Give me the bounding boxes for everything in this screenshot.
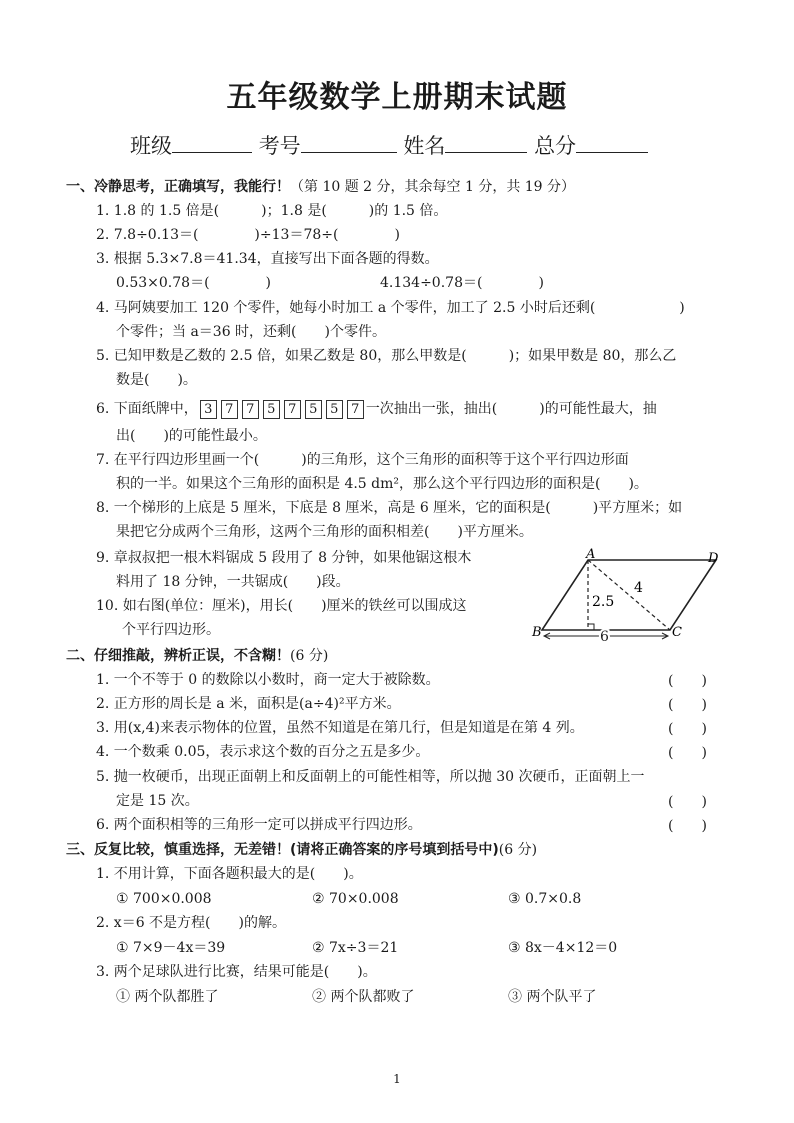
card: 7 bbox=[242, 400, 259, 419]
parallelogram-outline bbox=[542, 560, 716, 630]
total-label: 总分 bbox=[534, 134, 577, 158]
question-2-3: 3. 用(x,4)来表示物体的位置，虽然不知道是在第几行，但是知道是在第 4 列。 bbox=[96, 720, 584, 736]
name-field[interactable] bbox=[445, 132, 527, 153]
question-1-4: 4. 马阿姨要加工 120 个零件，她每小时加工 a 个零件，加工了 2.5 小时后还剩( ) bbox=[96, 300, 685, 316]
option-3-1-2[interactable]: ② 70×0.008 bbox=[312, 891, 399, 907]
vertex-label-a: A bbox=[586, 548, 596, 562]
total-field[interactable] bbox=[576, 132, 648, 153]
vertex-label-b: B bbox=[532, 625, 542, 640]
section-2-header: 二、仔细推敲，辨析正误，不含糊！(6 分) bbox=[66, 648, 329, 664]
student-info bbox=[130, 130, 648, 160]
card: 7 bbox=[221, 400, 238, 419]
question-3-1: 1. 不用计算，下面各题积最大的是( )。 bbox=[96, 866, 363, 882]
answer-paren[interactable]: ( ) bbox=[668, 721, 707, 737]
question-1-10-cont: 个平行四边形。 bbox=[122, 622, 220, 638]
answer-paren[interactable]: ( ) bbox=[668, 745, 707, 761]
section-3-header: 三、反复比较，慎重选择，无差错！(请将正确答案的序号填到括号中)(6 分) bbox=[66, 842, 538, 858]
question-1-1: 1. 1.8 的 1.5 倍是( )；1.8 是( )的 1.5 倍。 bbox=[96, 203, 448, 219]
parallelogram-figure bbox=[530, 548, 730, 644]
question-3-2: 2. x＝6 不是方程( )的解。 bbox=[96, 915, 286, 931]
answer-paren[interactable]: ( ) bbox=[668, 818, 707, 834]
question-1-5-cont: 数是( )。 bbox=[116, 372, 197, 388]
question-1-4-cont: 个零件；当 a＝36 时，还剩( )个零件。 bbox=[116, 324, 386, 340]
question-2-6: 6. 两个面积相等的三角形一定可以拼成平行四边形。 bbox=[96, 817, 422, 833]
option-3-1-3[interactable]: ③ 0.7×0.8 bbox=[508, 891, 582, 907]
right-angle-mark bbox=[588, 624, 594, 630]
option-3-2-3[interactable]: ③ 8x－4×12＝0 bbox=[508, 940, 618, 956]
answer-paren[interactable]: ( ) bbox=[668, 794, 707, 810]
exam-no-field[interactable] bbox=[301, 132, 397, 153]
question-2-1: 1. 一个不等于 0 的数除以小数时，商一定大于被除数。 bbox=[96, 672, 440, 688]
option-3-3-1[interactable]: ① 两个队都胜了 bbox=[116, 989, 219, 1005]
question-2-4: 4. 一个数乘 0.05，表示求这个数的百分之五是多少。 bbox=[96, 744, 430, 760]
question-1-10: 10. 如右图(单位：厘米)，用长( )厘米的铁丝可以围成这 bbox=[96, 598, 467, 614]
card-row bbox=[198, 401, 366, 417]
page-title: 五年级数学上册期末试题 bbox=[226, 80, 568, 115]
option-3-2-1[interactable]: ① 7×9－4x＝39 bbox=[116, 940, 226, 956]
question-1-9-cont: 料用了 18 分钟，一共锯成( )段。 bbox=[116, 574, 350, 590]
card: 5 bbox=[326, 400, 343, 419]
option-3-1-1[interactable]: ① 700×0.008 bbox=[116, 891, 212, 907]
answer-paren[interactable]: ( ) bbox=[668, 673, 707, 689]
vertex-label-d: D bbox=[708, 551, 719, 566]
card: 3 bbox=[200, 400, 217, 419]
question-2-5: 5. 抛一枚硬币，出现正面朝上和反面朝上的可能性相等，所以抛 30 次硬币，正面朝上一 bbox=[96, 769, 645, 785]
exam-no-label: 考号 bbox=[258, 134, 301, 158]
question-1-8: 8. 一个梯形的上底是 5 厘米，下底是 8 厘米，高是 6 厘米，它的面积是( )平方厘米；如 bbox=[96, 500, 683, 516]
question-1-7: 7. 在平行四边形里画一个( )的三角形，这个三角形的面积等于这个平行四边形面 bbox=[96, 452, 629, 468]
card: 5 bbox=[305, 400, 322, 419]
option-3-2-2[interactable]: ② 7x÷3＝21 bbox=[312, 940, 399, 956]
question-2-5-cont: 定是 15 次。 bbox=[116, 793, 199, 809]
question-1-2: 2. 7.8÷0.13＝( )÷13＝78÷( ) bbox=[96, 227, 400, 243]
question-1-6: 6. 下面纸牌中， 3 7 7 5 7 5 5 7 一次抽出一张，抽出( )的可能性最大，抽 bbox=[96, 401, 657, 417]
height-label: 2.5 bbox=[592, 594, 615, 610]
option-3-3-3[interactable]: ③ 两个队平了 bbox=[508, 989, 597, 1005]
class-label: 班级 bbox=[130, 134, 172, 158]
question-1-3a: 0.53×0.78＝( ) bbox=[116, 275, 271, 291]
question-2-2: 2. 正方形的周长是 a 米，面积是(a÷4)²平方米。 bbox=[96, 696, 401, 712]
diagonal-label: 4 bbox=[634, 580, 643, 596]
vertex-label-c: C bbox=[672, 625, 682, 640]
base-label: 6 bbox=[600, 629, 609, 644]
question-1-5: 5. 已知甲数是乙数的 2.5 倍，如果乙数是 80，那么甲数是( )；如果甲数是 80，那么乙 bbox=[96, 348, 677, 364]
question-1-9: 9. 章叔叔把一根木料锯成 5 段用了 8 分钟，如果他锯这根木 bbox=[96, 550, 472, 566]
card: 5 bbox=[263, 400, 280, 419]
card: 7 bbox=[347, 400, 364, 419]
name-label: 姓名 bbox=[403, 134, 446, 158]
question-1-3b: 4.134÷0.78＝( ) bbox=[380, 275, 544, 291]
question-1-8-cont: 果把它分成两个三角形，这两个三角形的面积相差( )平方厘米。 bbox=[116, 524, 533, 540]
class-field[interactable] bbox=[172, 132, 252, 153]
section-1-header: 一、冷静思考，正确填写，我能行！（第 10 题 2 分，其余每空 1 分，共 19 分） bbox=[66, 179, 576, 195]
option-3-3-2[interactable]: ② 两个队都败了 bbox=[312, 989, 415, 1005]
card: 7 bbox=[284, 400, 301, 419]
question-1-7-cont: 积的一半。如果这个三角形的面积是 4.5 dm²，那么这个平行四边形的面积是( )。 bbox=[116, 476, 648, 492]
question-3-3: 3. 两个足球队进行比赛，结果可能是( )。 bbox=[96, 964, 377, 980]
answer-paren[interactable]: ( ) bbox=[668, 697, 707, 713]
page-number: 1 bbox=[393, 1072, 401, 1086]
question-1-6-cont: 出( )的可能性最小。 bbox=[116, 428, 267, 444]
question-1-3: 3. 根据 5.3×7.8＝41.34，直接写出下面各题的得数。 bbox=[96, 251, 439, 267]
